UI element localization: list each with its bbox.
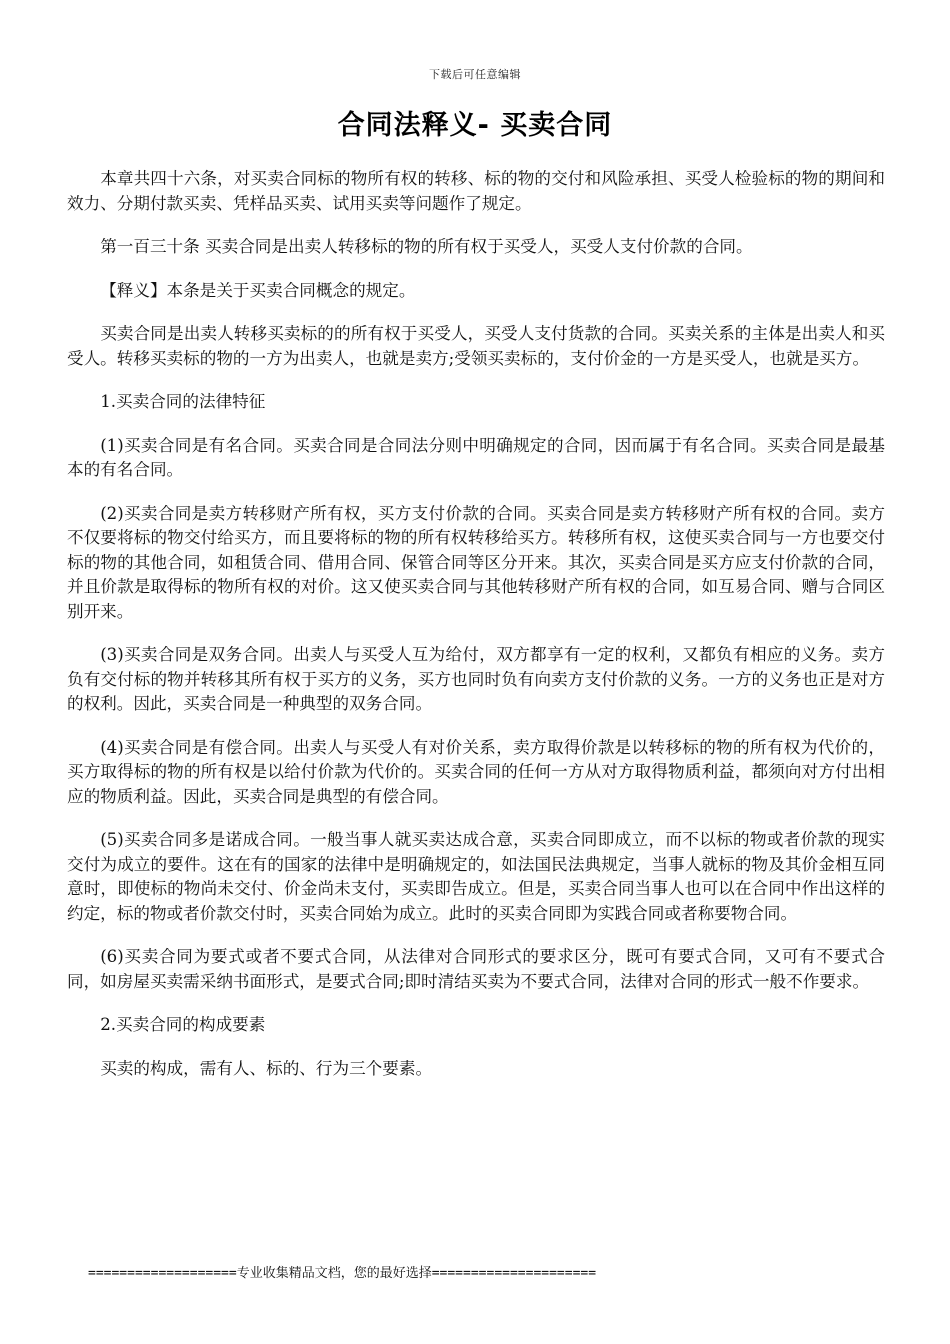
document-title: 合同法释义- 买卖合同 [337, 110, 613, 141]
footer-banner: ===================专业收集精品文档，您的最好选择===================== [88, 1266, 597, 1281]
paragraph-definition: 买卖合同是出卖人转移买卖标的的所有权于买受人，买受人支付货款的合同。买卖关系的主体是出卖人和买受人。转移买卖标的物的一方为出卖人，也就是卖方;受领买卖标的，支付价金的一方是买受人，也就是买方。 [67, 324, 885, 368]
paragraph-elements: 买卖的构成，需有人、标的、行为三个要素。 [100, 1058, 433, 1078]
paragraph-feature-1: (1)买卖合同是有名合同。买卖合同是合同法分则中明确规定的合同，因而属于有名合同。买卖合同是最基本的有名合同。 [67, 435, 885, 479]
paragraph-intro: 本章共四十六条，对买卖合同标的物所有权的转移、标的物的交付和风险承担、买受人检验标的物的期间和效力、分期付款买卖、凭样品买卖、试用买卖等问题作了规定。 [67, 169, 885, 213]
section-heading-elements: 2.买卖合同的构成要素 [100, 1015, 266, 1034]
document-body [67, 167, 885, 1100]
header-note: 下载后可任意编辑 [429, 68, 521, 81]
paragraph-interpretation: 【释义】本条是关于买卖合同概念的规定。 [100, 280, 416, 300]
paragraph-feature-4: (4)买卖合同是有偿合同。出卖人与买受人有对价关系，卖方取得价款是以转移标的物的所有权为代价的，买方取得标的物的所有权是以给付价款为代价的。买卖合同的任何一方从对方取得物质利益，都须向对方付出相应的物质利益。因此，买卖合同是典型的有偿合同。 [67, 737, 885, 806]
paragraph-feature-3: (3)买卖合同是双务合同。出卖人与买受人互为给付，双方都享有一定的权利，又都负有相应的义务。卖方负有交付标的物并转移其所有权于买方的义务，买方也同时负有向卖方支付价款的义务。一方的义务也正是对方的权利。因此，买卖合同是一种典型的双务合同。 [67, 645, 885, 713]
paragraph-article-130: 第一百三十条 买卖合同是出卖人转移标的物的所有权于买受人，买受人支付价款的合同。 [100, 237, 753, 256]
paragraph-feature-2: (2)买卖合同是卖方转移财产所有权，买方支付价款的合同。买卖合同是卖方转移财产所有权的合同。卖方不仅要将标的物交付给买方，而且要将标的物的所有权转移给买方。转移所有权，这使买卖合同与一方也要交付标的物的其他合同，如租赁合同、借用合同、保管合同等区分开来。其次，买卖合同是买方应支付价款的合同，并且价款是取得标的物所有权的对价。这又使买卖合同与其他转移财产所有权的合同，如互易合同、赠与合同区别开来。 [67, 503, 885, 621]
section-heading-features: 1.买卖合同的法律特征 [100, 392, 266, 411]
paragraph-feature-6: (6)买卖合同为要式或者不要式合同，从法律对合同形式的要求区分，既可有要式合同，又可有不要式合同，如房屋买卖需采纳书面形式，是要式合同;即时清结买卖为不要式合同，法律对合同的形式一般不作要求。 [67, 947, 885, 991]
paragraph-feature-5: (5)买卖合同多是诺成合同。一般当事人就买卖达成合意，买卖合同即成立，而不以标的物或者价款的现实交付为成立的要件。这在有的国家的法律中是明确规定的，如法国民法典规定，当事人就标的物及其价金相互同意时，即使标的物尚未交付、价金尚未支付，买卖即告成立。但是，买卖合同当事人也可以在合同中作出这样的约定，标的物或者价款交付时，买卖合同始为成立。此时的买卖合同即为实践合同或者称要物合同。 [67, 830, 885, 923]
